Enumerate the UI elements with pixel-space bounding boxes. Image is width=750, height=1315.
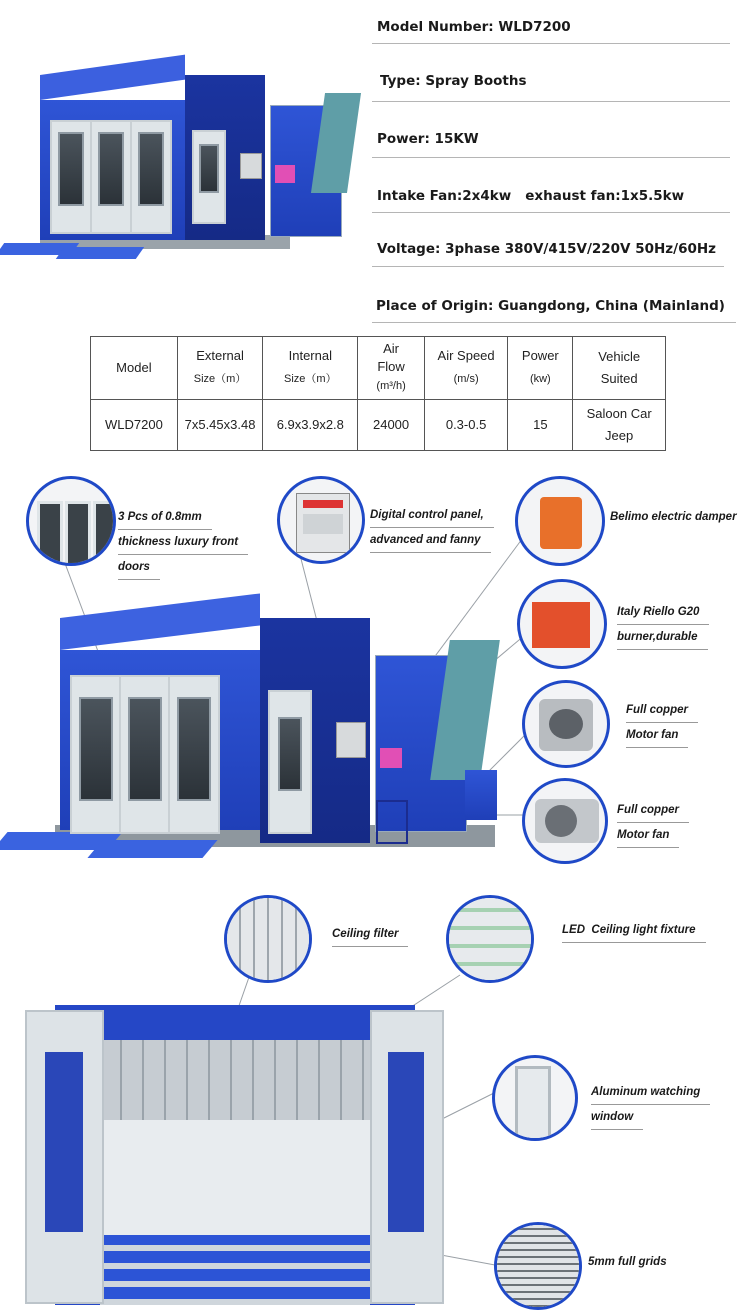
damper-label: Belimo electric damper	[610, 511, 737, 523]
booth-interior-image	[25, 1005, 440, 1310]
led-light-circle	[446, 895, 534, 983]
ceiling-filter-label: Ceiling filter	[332, 922, 408, 947]
spec-type: Type: Spray Booths	[380, 73, 527, 89]
td-external: 7x5.45x3.48	[177, 399, 263, 450]
td-internal: 6.9x3.9x2.8	[263, 399, 358, 450]
td-vehicle: Saloon Car Jeep	[573, 399, 666, 450]
td-power: 15	[508, 399, 573, 450]
spec-fans: Intake Fan:2x4kw exhaust fan:1x5.5kw	[377, 188, 685, 204]
td-airflow: 24000	[358, 399, 425, 450]
control-panel-label: Digital control panel, advanced and fanny	[370, 503, 494, 553]
spec-model-number: Model Number: WLD7200	[377, 19, 571, 35]
floor-grids-circle	[494, 1222, 582, 1310]
th-power: Power (kw)	[508, 337, 573, 400]
td-airspeed: 0.3-0.5	[424, 399, 508, 450]
spec-power: Power: 15KW	[377, 131, 479, 147]
spec-voltage: Voltage: 3phase 380V/415V/220V 50Hz/60Hz	[377, 241, 717, 257]
ceiling-filter-circle	[224, 895, 312, 983]
damper-circle	[515, 476, 605, 566]
motor-fan-circle-2	[522, 778, 608, 864]
watching-window-label: Aluminum watching window	[591, 1080, 710, 1130]
burner-label: Italy Riello G20 burner,durable	[617, 600, 709, 650]
doors-detail-circle	[26, 476, 116, 566]
motor-fan-label-1: Full copper Motor fan	[626, 698, 698, 748]
td-model: WLD7200	[91, 399, 178, 450]
th-airflow: Air Flow (m³/h)	[358, 337, 425, 400]
booth-image-main	[0, 600, 500, 875]
th-vehicle: Vehicle Suited	[573, 337, 666, 400]
watching-window-circle	[492, 1055, 578, 1141]
led-light-label: LED Ceiling light fixture	[562, 918, 706, 943]
th-external: External Size（m）	[177, 337, 263, 400]
burner-circle	[517, 579, 607, 669]
motor-fan-label-2: Full copper Motor fan	[617, 798, 689, 848]
th-internal: Internal Size（m）	[263, 337, 358, 400]
th-airspeed: Air Speed (m/s)	[424, 337, 508, 400]
floor-grids-label: 5mm full grids	[588, 1256, 667, 1268]
doors-label: 3 Pcs of 0.8mm thickness luxury front doors	[118, 505, 248, 580]
control-panel-circle	[277, 476, 365, 564]
motor-fan-circle-1	[522, 680, 610, 768]
spec-origin: Place of Origin: Guangdong, China (Mainland)	[376, 298, 725, 314]
th-model: Model	[91, 337, 178, 400]
